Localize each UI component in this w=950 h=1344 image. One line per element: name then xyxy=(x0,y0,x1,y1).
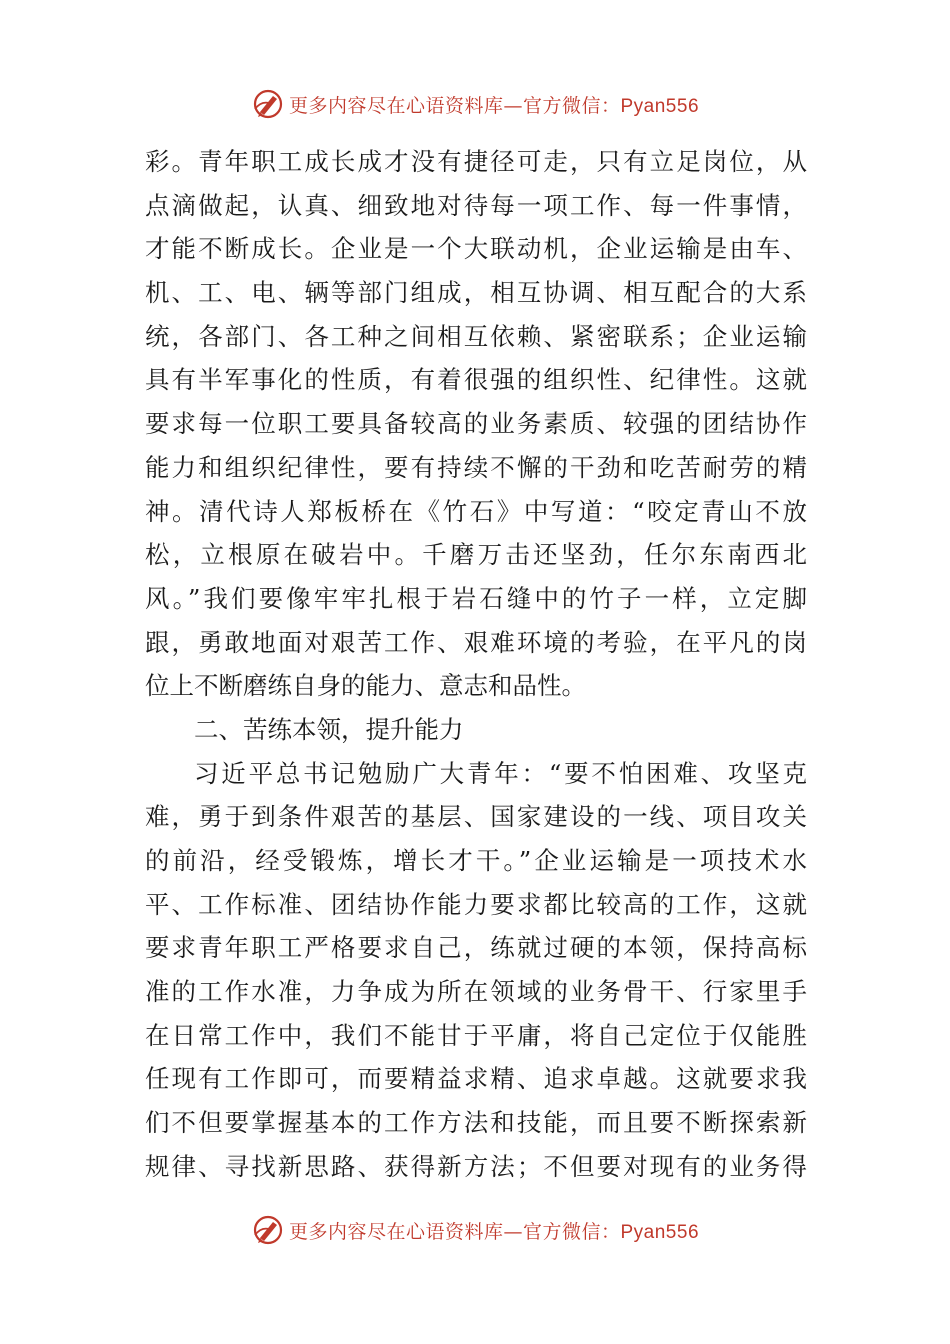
text-line: 难，勇于到条件艰苦的基层、国家建设的一线、项目攻关 xyxy=(145,802,807,832)
header-banner xyxy=(0,84,950,124)
text-line: 们不但要掌握基本的工作方法和技能，而且要不断探索新 xyxy=(145,1108,807,1138)
text-line: 的前沿，经受锻炼，增长才干。”企业运输是一项技术水 xyxy=(145,846,807,875)
footer-banner-text xyxy=(289,1217,699,1244)
text-line: 具有半军事化的性质，有着很强的组织性、纪律性。这就 xyxy=(145,365,807,395)
text-line: 要求每一位职工要具备较高的业务素质、较强的团结协作 xyxy=(145,409,807,439)
pen-logo-icon xyxy=(251,1213,285,1247)
text-line: 神。清代诗人郑板桥在《竹石》中写道：“咬定青山不放 xyxy=(145,496,807,526)
text-line: 点滴做起，认真、细致地对待每一项工作、每一件事情， xyxy=(145,190,807,220)
text-line: 风。”我们要像牢牢扎根于岩石缝中的竹子一样，立定脚 xyxy=(145,583,807,613)
text-line: 规律、寻找新思路、获得新方法；不但要对现有的业务得 xyxy=(145,1151,807,1181)
text-line: 准的工作水准，力争成为所在领域的业务骨干、行家里手 xyxy=(145,977,807,1007)
header-banner-text xyxy=(289,91,699,118)
text-line: 机、工、电、辆等部门组成，相互协调、相互配合的大系 xyxy=(145,278,807,308)
text-line: 才能不断成长。企业是一个大联动机，企业运输是由车、 xyxy=(145,234,807,264)
header-banner-label: 更多内容尽在心语资料库—官方微信： xyxy=(288,94,621,117)
text-line: 习近平总书记勉励广大青年：“要不怕困难、攻坚克 xyxy=(194,758,807,788)
footer-banner xyxy=(0,1210,950,1250)
text-line: 在日常工作中，我们不能甘于平庸，将自己定位于仅能胜 xyxy=(145,1020,807,1050)
footer-banner-label: 更多内容尽在心语资料库—官方微信： xyxy=(288,1220,621,1243)
footer-wechat-id: Pyan556 xyxy=(620,1221,700,1243)
text-line: 能力和组织纪律性，要有持续不懈的干劲和吃苦耐劳的精 xyxy=(145,452,807,482)
section-heading: 二、苦练本领，提升能力 xyxy=(194,714,464,744)
text-line: 松，立根原在破岩中。千磨万击还坚劲，任尔东南西北 xyxy=(145,540,807,570)
text-line: 要求青年职工严格要求自己，练就过硬的本领，保持高标 xyxy=(145,933,807,963)
text-line: 平、工作标准、团结协作能力要求都比较高的工作，这就 xyxy=(145,889,807,919)
text-line: 跟，勇敢地面对艰苦工作、艰难环境的考验，在平凡的岗 xyxy=(145,627,807,657)
text-line: 任现有工作即可，而要精益求精、追求卓越。这就要求我 xyxy=(145,1064,807,1094)
document-body xyxy=(145,140,807,1189)
pen-logo-icon xyxy=(251,87,285,121)
text-line: 彩。青年职工成长成才没有捷径可走，只有立足岗位，从 xyxy=(145,147,807,176)
text-line: 位上不断磨练自身的能力、意志和品性。 xyxy=(145,671,586,701)
text-line: 统，各部门、各工种之间相互依赖、紧密联系；企业运输 xyxy=(145,321,807,351)
header-wechat-id: Pyan556 xyxy=(620,95,700,117)
